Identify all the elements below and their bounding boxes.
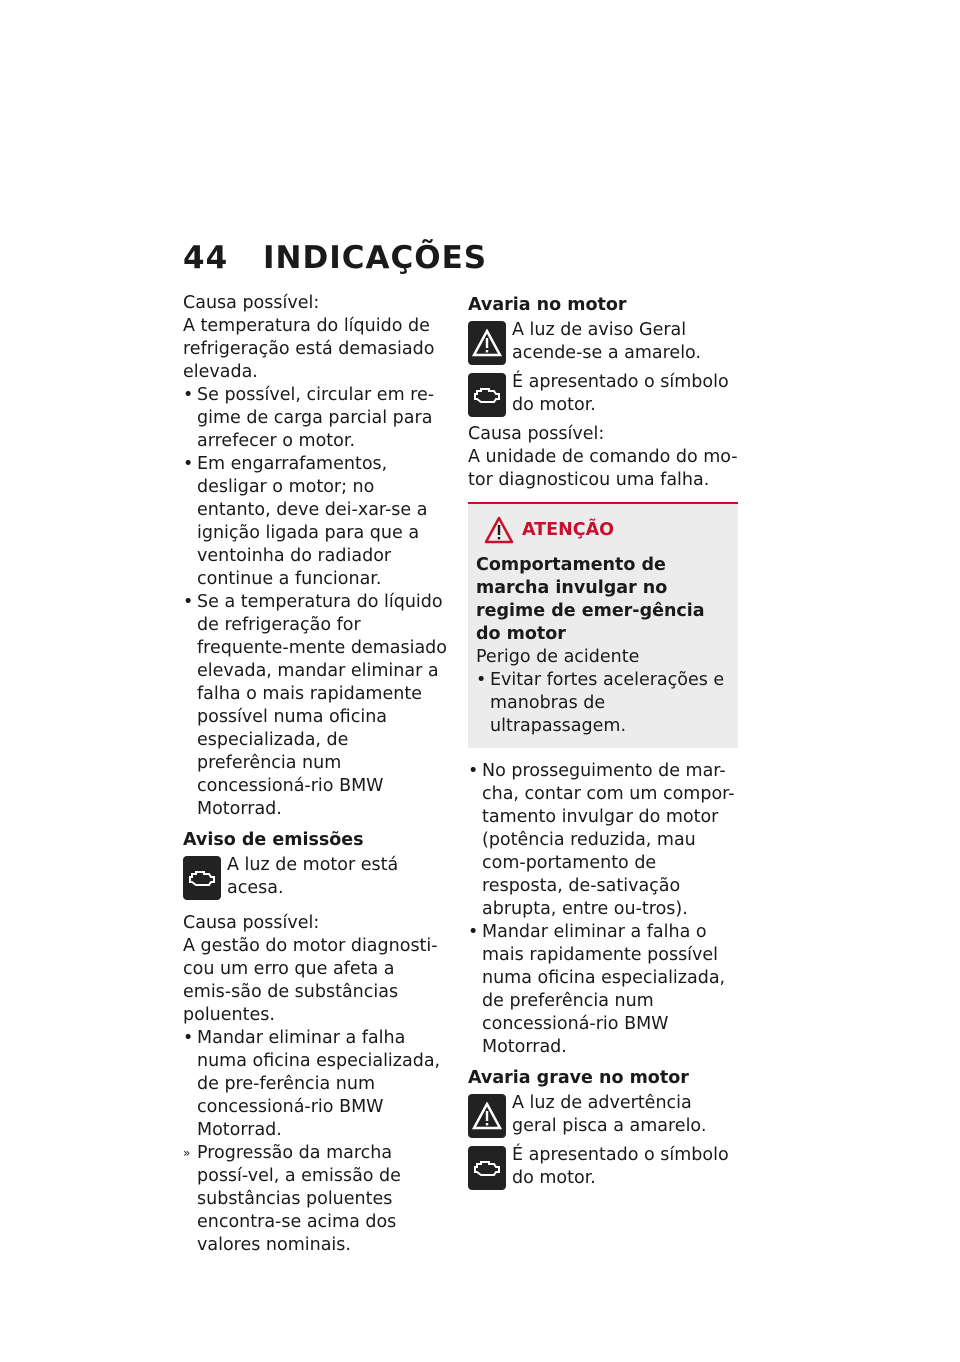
engine-check-icon	[468, 373, 506, 417]
icon-row	[468, 1144, 738, 1190]
page-title: INDICAÇÕES	[263, 240, 488, 276]
warning-title: ATENÇÃO	[522, 519, 614, 540]
warning-header	[476, 516, 730, 544]
page-header	[183, 240, 487, 276]
icon-description: A luz de aviso Geral acende-se a amarelo.	[512, 320, 702, 363]
engine-check-icon	[183, 856, 221, 900]
cause-text: A gestão do motor diagnosti-cou um erro que afeta a emis-são de substâncias poluentes.	[183, 936, 438, 1025]
right-column	[468, 292, 738, 1196]
list-item: • Evitar fortes acelerações e manobras de ultrapassagem.	[476, 669, 730, 738]
section-heading-severe: Avaria grave no motor	[468, 1068, 689, 1088]
icon-row	[468, 1092, 738, 1138]
bullet-list	[476, 669, 730, 738]
left-column	[183, 292, 448, 1257]
section-heading-fault: Avaria no motor	[468, 295, 627, 315]
icon-description: É apresentado o símbolo do motor.	[512, 1145, 729, 1188]
bullet-list	[183, 384, 448, 821]
warning-triangle-icon	[468, 1094, 506, 1138]
icon-description: É apresentado o símbolo do motor.	[512, 372, 729, 415]
cause-label: Causa possível:	[183, 913, 320, 933]
warning-triangle-icon	[484, 516, 514, 544]
icon-description: A luz de motor está acesa.	[227, 855, 399, 898]
bullet-list	[468, 760, 738, 1059]
cause-label: Causa possível:	[183, 293, 320, 313]
bullet-list	[183, 1027, 448, 1257]
warning-subtitle: Comportamento de marcha invulgar no regime de emer-gência do motor	[476, 555, 705, 644]
list-item: • Mandar eliminar a falha o mais rapidamente possível numa oficina especializada, de preferência num concessioná-rio BMW Motorrad.	[468, 921, 738, 1059]
cause-label: Causa possível:	[468, 424, 605, 444]
engine-check-icon	[468, 1146, 506, 1190]
icon-row	[468, 319, 738, 365]
list-item: • No prosseguimento de mar-cha, contar com um compor-tamento invulgar do motor (potência reduzida, mau com-portamento de resposta, de-sativação abrupta, entre ou-tros).	[468, 760, 738, 921]
list-item: • Se possível, circular em re-gime de carga parcial para arrefecer o motor.	[183, 384, 448, 453]
section-heading-emissions: Aviso de emissões	[183, 830, 364, 850]
list-item: • Mandar eliminar a falha numa oficina especializada, de pre-ferência num concessioná-rio BMW Motorrad.	[183, 1027, 448, 1142]
icon-description: A luz de advertência geral pisca a amarelo.	[512, 1093, 707, 1136]
cause-text: A unidade de comando do mo-tor diagnosticou uma falha.	[468, 447, 738, 490]
page-number: 44	[183, 240, 229, 276]
warning-danger: Perigo de acidente	[476, 647, 640, 667]
result-item: » Progressão da marcha possí-vel, a emissão de substâncias poluentes encontra-se acima dos valores nominais.	[183, 1142, 448, 1257]
icon-row	[468, 371, 738, 417]
icon-row	[183, 854, 448, 900]
warning-triangle-icon	[468, 321, 506, 365]
warning-box	[468, 502, 738, 748]
list-item: • Se a temperatura do líquido de refrigeração for frequente-mente demasiado elevada, mandar eliminar a falha o mais rapidamente possível numa oficina especializada, de preferência num concessioná-rio BMW Motorrad.	[183, 591, 448, 821]
cause-text: A temperatura do líquido de refrigeração está demasiado elevada.	[183, 316, 435, 382]
list-item: • Em engarrafamentos, desligar o motor; no entanto, deve dei-xar-se a ignição ligada para que a ventoinha do radiador continue a funcionar.	[183, 453, 448, 591]
